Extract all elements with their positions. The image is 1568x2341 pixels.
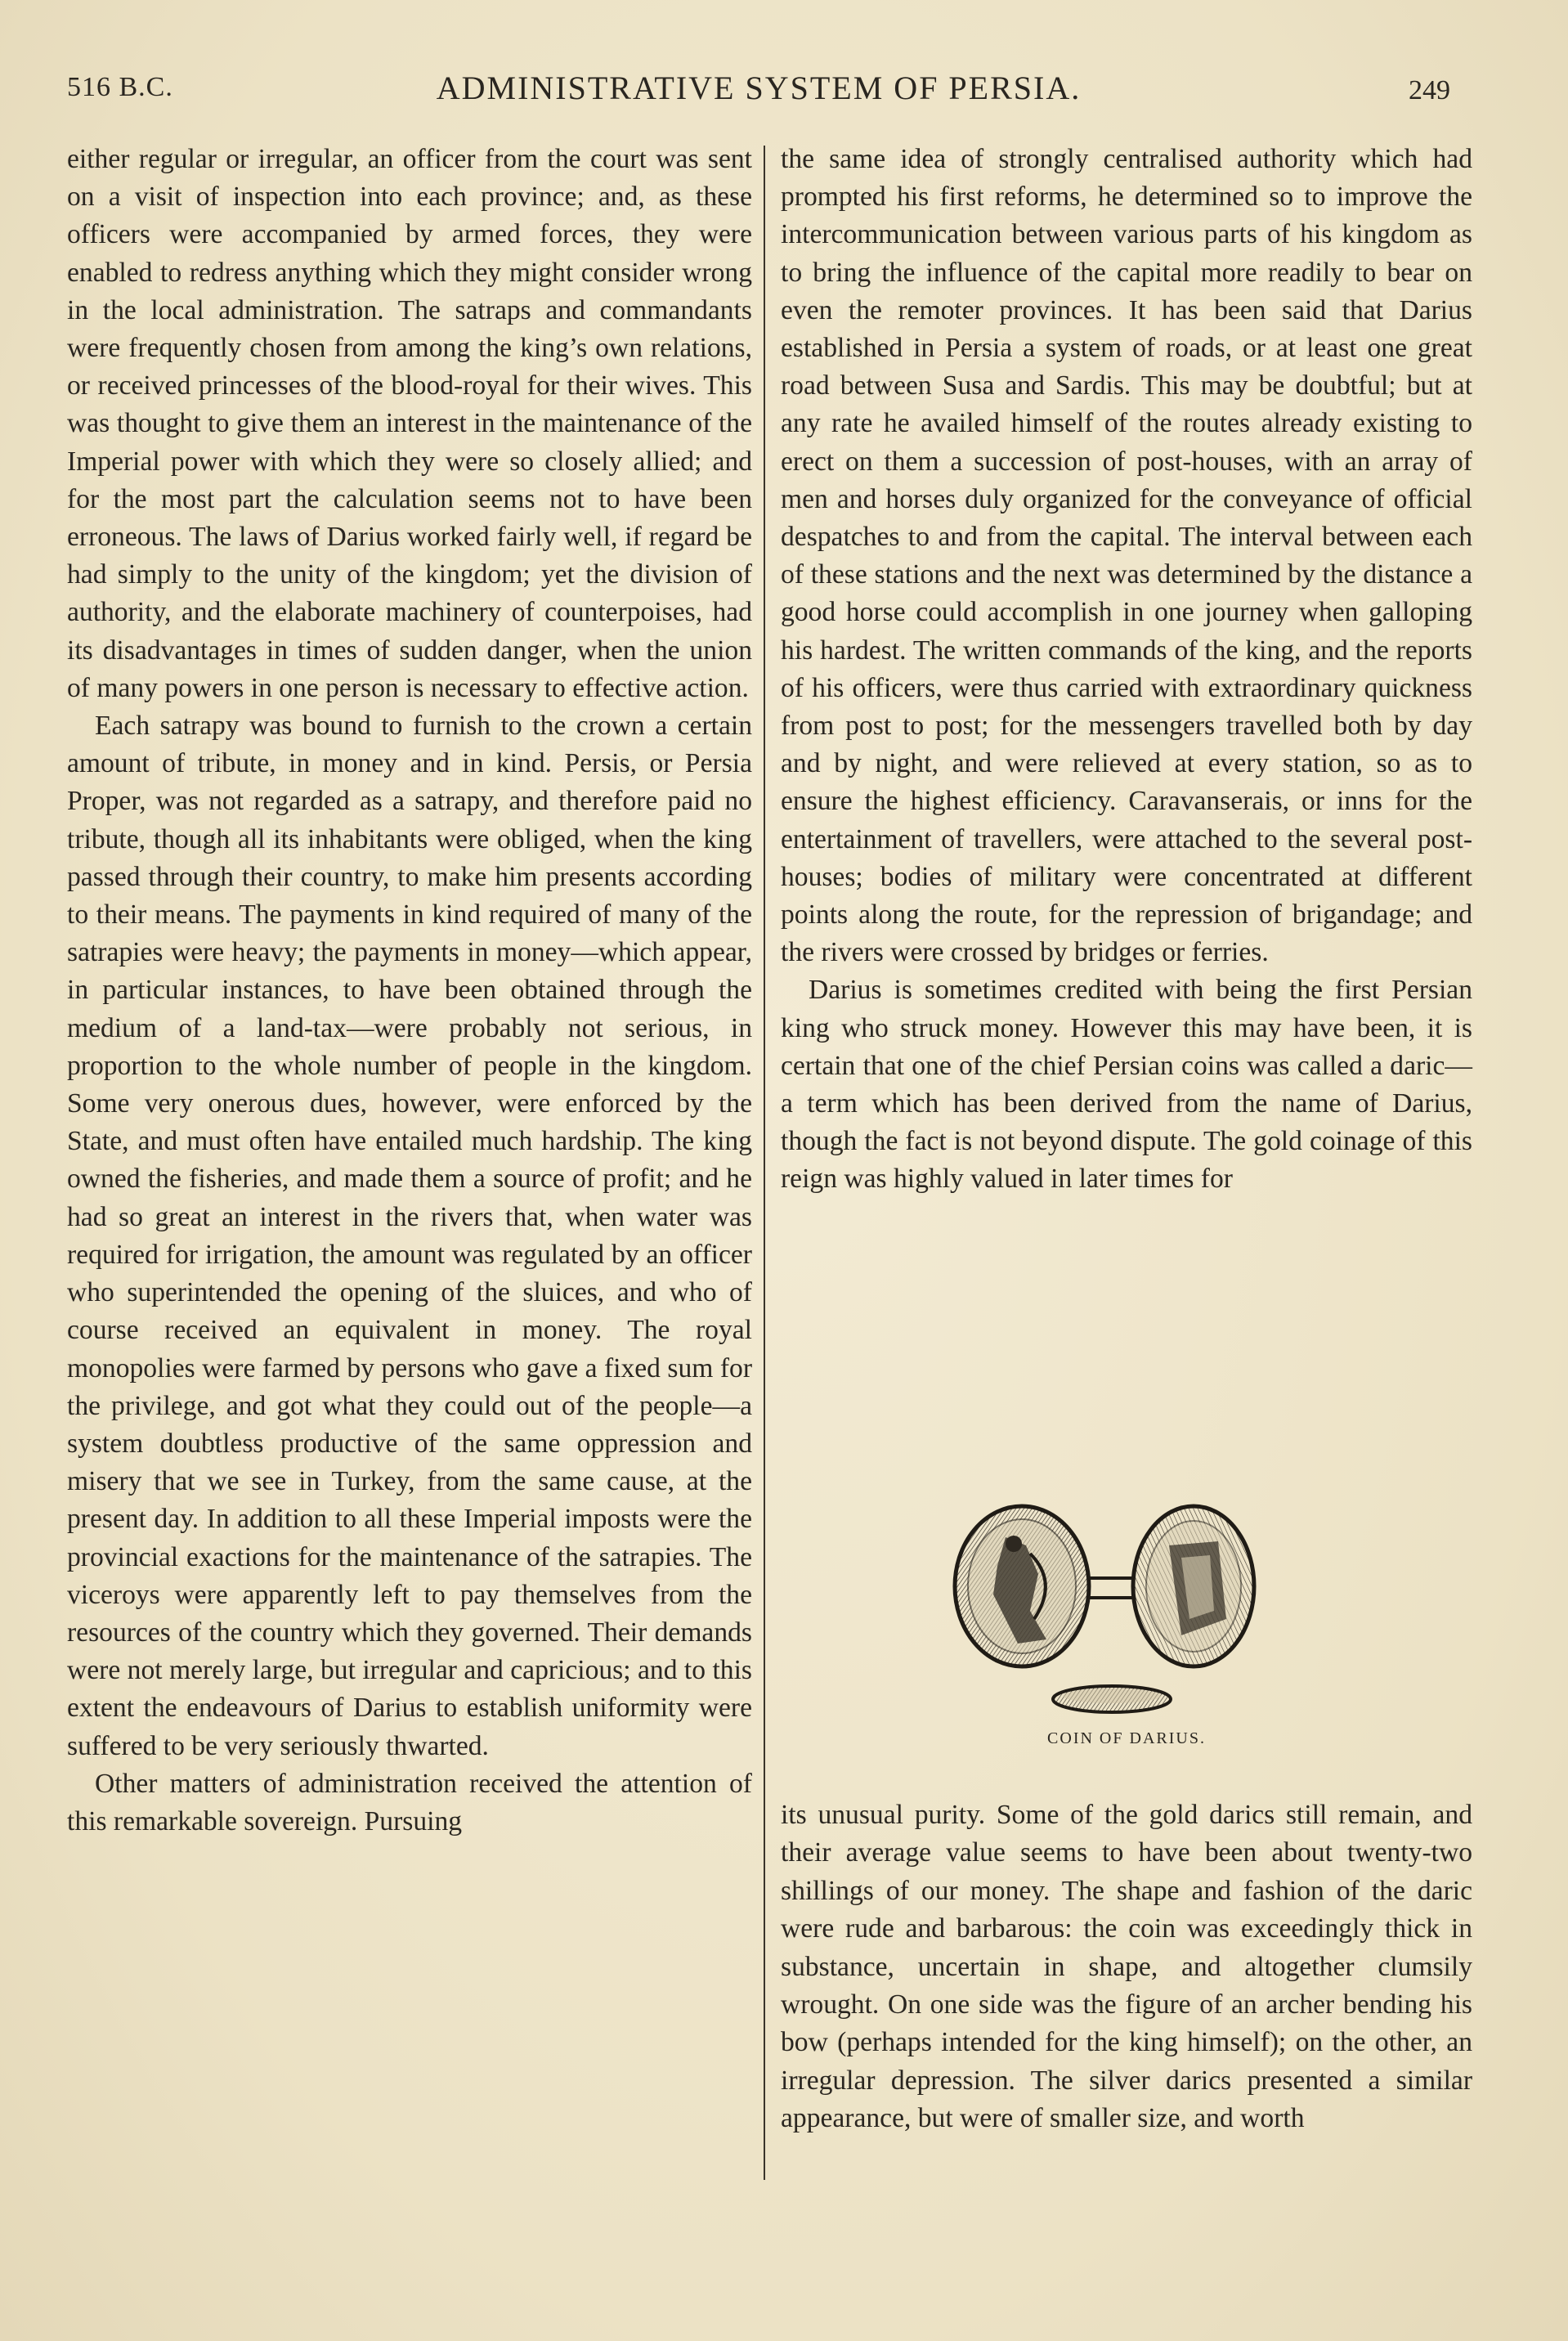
left-paragraph-3: Other matters of administration received the attention of this remarkable sovereign. Pursuing (67, 1768, 752, 1836)
header-title: ADMINISTRATIVE SYSTEM OF PERSIA. (436, 70, 1082, 106)
header-date: 516 B.C. (67, 72, 173, 102)
figure-caption: COIN OF DARIUS. (1047, 1729, 1206, 1747)
left-column (67, 141, 752, 1841)
right-column (781, 141, 1472, 1199)
page-number: 249 (1409, 75, 1450, 105)
running-header (67, 72, 1450, 113)
column-divider (764, 146, 765, 2180)
right-column-continued (781, 1796, 1472, 2138)
coin-obverse (955, 1506, 1089, 1666)
coin-illustration (948, 1496, 1275, 1758)
right-paragraph-2: Darius is sometimes credited with being the first Persian king who struck money. However this may have been, it is certain that one of the chief Persian coins was called a daric—a term which has been derived from the name of Darius, though the fact is not beyond dispute. The gold coinage of this reign was highly valued in later times for (781, 975, 1472, 1195)
right-paragraph-1: the same idea of strongly centralised authority which had prompted his first reforms, he determined so to improve the intercommunication between various parts of his kingdom as to bring the influence of the capital more readily to bear on even the remoter provinces. It has been said that Darius established in Persia a system of roads, or at least one great road between Susa and Sardis. This may be doubtful; but at any rate he availed himself of the routes already existing to erect on them a succession of post-houses, with an array of men and horses duly organized for the conveyance of official despatches to and from the capital. The interval between each of these stations and the next was determined by the distance a good horse could accomplish in one journey when galloping his hardest. The written commands of the king, and the reports of his officers, were thus carried with extraordinary quickness from post to post; for the messengers travelled both by day and by night, and were relieved at every station, so as to ensure the highest efficiency. Caravanserais, or inns for the entertainment of travellers, were attached to the several post-houses; bodies of military were concentrated at different points along the route, for the repression of brigandage; and the rivers were crossed by bridges or ferries. (781, 144, 1472, 968)
left-paragraph-1: either regular or irregular, an officer from the court was sent on a visit of inspection into each province; and, as these officers were accompanied by armed forces, they were enabled to redress anything which they might consider wrong in the local administration. The satraps and commandants were frequently chosen from among the king’s own relations, or received princesses of the blood-royal for their wives. This was thought to give them an interest in the maintenance of the Imperial power with which they were so closely allied; and for the most part the calculation seems not to have been erroneous. The laws of Darius worked fairly well, if regard be had simply to the unity of the kingdom; yet the division of authority, and the elaborate machinery of counterpoises, had its disadvantages in times of sudden danger, when the union of many powers in one person is necessary to effective action. (67, 144, 752, 703)
coin-edge-view (1053, 1686, 1171, 1712)
right-paragraph-3: its unusual purity. Some of the gold darics still remain, and their average value seems to have been about twenty-two shillings of our money. The shape and fashion of the daric were rude and barbarous: the coin was exceedingly thick in substance, uncertain in shape, and altogether clumsily wrought. On one side was the figure of an archer bending his bow (perhaps intended for the king himself); on the other, an irregular depression. The silver darics presented a similar appearance, but were of smaller size, and worth (781, 1800, 1472, 2134)
left-paragraph-2: Each satrapy was bound to furnish to the crown a certain amount of tribute, in money and in kind. Persis, or Persia Proper, was not regarded as a satrapy, and therefore paid no tribute, though all its inhabitants were obliged, when the king passed through their country, to make him presents according to their means. The payments in kind required of many of the satrapies were heavy; the payments in money—which appear, in particular instances, to have been obtained through the medium of a land-tax—were probably not serious, in proportion to the whole number of people in the kingdom. Some very onerous dues, however, were enforced by the State, and must often have entailed much hardship. The king owned the fisheries, and made them a source of profit; and he had so great an interest in the rivers that, when water was required for irrigation, the amount was regulated by an officer who superintended the opening of the sluices, and who of course received an equivalent in money. The royal monopolies were farmed by persons who gave a fixed sum for the privilege, and got what they could out of the people—a system doubtless productive of the same oppression and misery that we see in Turkey, from the same cause, at the present day. In addition to all these Imperial imposts were the provincial exactions for the maintenance of the satrapies. The viceroys were apparently left to pay themselves from the resources of the country which they governed. Their demands were not merely large, but irregular and capricious; and to this extent the endeavours of Darius to establish uniformity were suffered to be very seriously thwarted. (67, 711, 752, 1761)
coin-reverse (1133, 1506, 1254, 1666)
coin-of-darius-image (948, 1496, 1275, 1742)
